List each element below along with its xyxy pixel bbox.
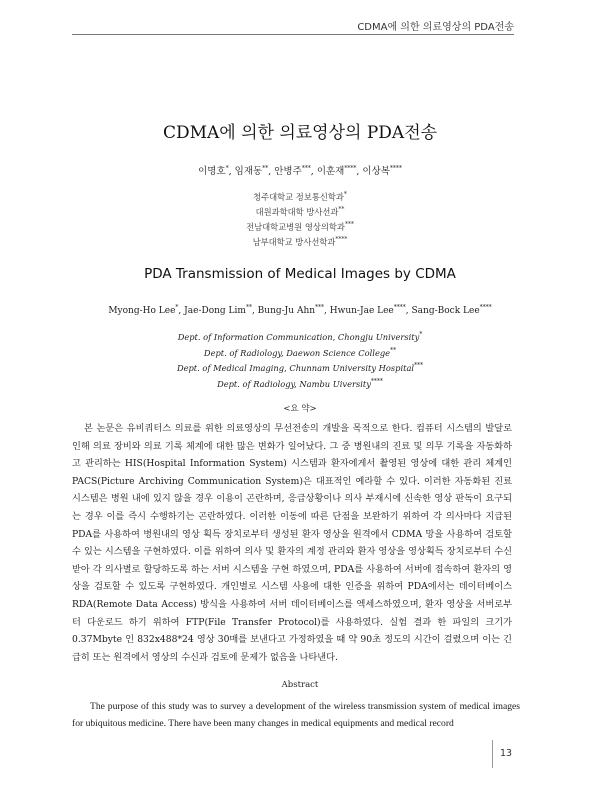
author-korean-name: 이상복	[362, 166, 390, 177]
author-english-name: Hwun-Jae Lee	[329, 306, 394, 316]
author-korean-name: 이훈재	[316, 166, 345, 177]
author-english-name: Jae-Dong Lim	[184, 306, 246, 316]
page-number: 13	[500, 748, 513, 759]
korean-abstract-paragraph: 본 논문은 유비쿼터스 의료를 위한 의료영상의 무선전송의 개발을 목적으로 한다. 컴퓨터 시스템의 발달로 인해 의료 장비와 의료 기록 체계에 대한 많은 변화가 일어났다. 그 중 병원내의 진료 및 의무 기록을 자동화하고 관리하는 HIS(Hospital Information System) 시스템과 환자에게서 촬영된 영상에 대한 관리 체계인 PACS(Picture Archiving Communication System)은 대표적인 예라할 수 있다. 이러한 자동화된 진료 시스템은 병원 내에 있지 않을 경우 이용이 곤란하며, 응급상황이나 의사 부재시에 신속한 영상 판독이 요구되는 경우 이를 즉시 수행하기는 곤란하였다. 이러한 이동에 따른 단점을 보완하기 위하여 각 의사마다 지급된 PDA를 사용하여 병원내의 영상 획득 장치로부터 생성된 환자 영상을 원격에서 CDMA 망을 사용하여 검토할 수 있는 시스템을 구현하였다. 이를 위하여 의사 및 환자의 계정 관리와 환자 영상을 영상획득 장치로부터 수신 받아 각 의사별로 할당하도록 하는 서버 시스템을 구현 하였으며, PDA를 사용하여 서버에 접속하여 환자의 영상을 검토할 수 있도록 구현하였다. 개인별로 시스템 사용에 대한 인증을 위하여 PDA에서는 데이터베이스 RDA(Remote Data Access) 방식을 사용하여 서버 데이터베이스를 엑세스하였으며, 환자 영상을 서버로부터 다운로드 하기 위하여 FTP(File Transfer Protocol)를 사용하였다. 실험 결과 한 파일의 크기가 0.37Mbyte 인 832x488*24 영상 30매를 보낸다고 가정하였을 때 약 90초 정도의 시간이 걸렸으며 이는 긴급히 또는 원격에서 영상의 수신과 검토에 문제가 없음을 나타낸다.	[72, 423, 512, 663]
affiliation-english	[0, 330, 600, 346]
running-title: CDMA에 의한 의료영상의 PDA전송	[357, 22, 514, 33]
affiliation-korean	[0, 235, 600, 250]
author-english-name: Sang-Bock Lee	[411, 306, 480, 316]
footer-divider	[492, 740, 493, 768]
affiliation-list-korean	[0, 190, 600, 250]
author-english	[108, 306, 178, 316]
affiliation-korean	[0, 190, 600, 205]
english-abstract-heading: Abstract	[281, 680, 319, 690]
affiliation-english-text: Dept. of Medical Imaging, Chunnam University Hospital	[176, 363, 415, 373]
header-divider	[72, 34, 514, 35]
author-korean-mark: ****	[344, 164, 357, 172]
author-english	[258, 306, 324, 316]
affiliation-english	[0, 346, 600, 362]
author-korean-mark: *	[225, 164, 229, 172]
author-korean-mark: ****	[389, 164, 402, 172]
author-korean-name: 이명호	[198, 166, 226, 177]
affiliation-english	[0, 361, 600, 377]
author-korean	[235, 166, 269, 177]
affiliation-english-mark: ****	[370, 377, 383, 385]
author-english-mark: **	[245, 304, 252, 311]
affiliation-korean-text: 청주대학교 정보통신학과	[253, 192, 344, 202]
author-korean	[362, 166, 402, 177]
affiliation-english-mark: ***	[414, 362, 424, 370]
paper-title-english: PDA Transmission of Medical Images by CDMA	[144, 266, 456, 282]
paper-title-korean: CDMA에 의한 의료영상의 PDA전송	[162, 123, 438, 143]
affiliation-english-text: Dept. of Radiology, Nambu Uiversity	[217, 378, 371, 389]
author-korean-mark: ***	[301, 164, 311, 172]
affiliation-korean-mark: **	[338, 206, 345, 214]
author-english-mark: ****	[479, 304, 492, 311]
author-english-mark: ***	[315, 304, 325, 311]
affiliation-english-text: Dept. of Radiology, Daewon Science College	[203, 347, 391, 358]
affiliation-english-mark: **	[390, 346, 397, 354]
author-korean-name: 임재동	[234, 166, 263, 177]
author-korean-name: 안병주	[274, 166, 302, 177]
author-english	[412, 306, 492, 316]
english-abstract-body	[72, 698, 520, 732]
author-list-korean: 이명호*, 임재동**, 안병주***, 이훈재****, 이상복****	[198, 164, 402, 177]
author-english-name: Bung-Ju Ahn	[257, 306, 316, 316]
author-korean-mark: **	[262, 164, 269, 172]
affiliation-english-mark: *	[419, 331, 423, 339]
affiliation-korean-mark: *	[343, 191, 347, 199]
author-english-name: Myong-Ho Lee	[108, 306, 176, 316]
affiliation-korean	[0, 205, 600, 220]
english-abstract-paragraph: The purpose of this study was to survey a development of the wireless transmission system of medical images for ubiquitous medicine. There have been many changes in medical equipments and medical record	[72, 701, 520, 729]
korean-abstract-body	[72, 420, 512, 666]
author-korean	[198, 166, 229, 177]
author-korean	[274, 166, 311, 177]
author-english	[184, 306, 252, 316]
author-korean	[317, 166, 357, 177]
author-english-mark: *	[175, 304, 179, 311]
affiliation-english-text: Dept. of Information Communication, Chongju University	[177, 332, 420, 342]
affiliation-korean-text: 남부대학교 방사선학과	[252, 237, 336, 247]
affiliation-english	[0, 377, 600, 393]
affiliation-korean	[0, 220, 600, 235]
author-list-english: Myong-Ho Lee*, Jae-Dong Lim**, Bung-Ju Ahn***, Hwun-Jae Lee****, Sang-Bock Lee****	[108, 304, 492, 316]
affiliation-korean-mark: ***	[344, 221, 354, 229]
korean-abstract-heading: <요 약>	[283, 404, 317, 414]
affiliation-korean-text: 전남대학교병원 영상의학과	[246, 222, 345, 232]
affiliation-list-english	[0, 330, 600, 392]
author-english	[330, 306, 406, 316]
author-english-mark: ****	[393, 304, 406, 311]
affiliation-korean-mark: ****	[335, 236, 348, 244]
affiliation-korean-text: 대원과학대학 방사선과	[255, 207, 339, 217]
